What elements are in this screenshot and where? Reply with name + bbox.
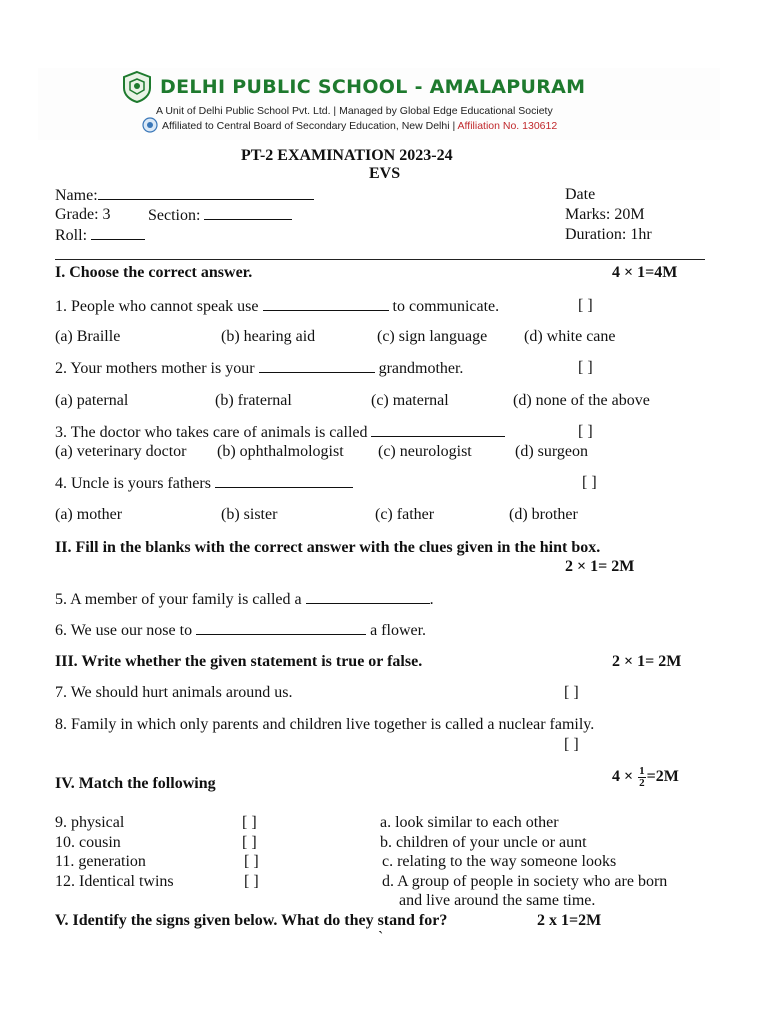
match-right-a: a. look similar to each other [380, 814, 559, 831]
question-1-blank[interactable] [263, 296, 389, 311]
match-bracket-10[interactable]: [ ] [242, 834, 257, 851]
match-right-c: c. relating to the way someone looks [382, 853, 617, 870]
school-crest-icon [120, 70, 154, 109]
match-right-d-continued: and live around the same time. [399, 892, 596, 909]
q2-option-c[interactable]: (c) maternal [371, 392, 449, 409]
question-1 [55, 296, 499, 316]
header-divider [55, 259, 705, 260]
roll-blank[interactable] [91, 225, 145, 240]
match-left-11: 11. generation [55, 853, 146, 870]
question-4-text: 4. Uncle is yours fathers [55, 475, 211, 492]
match-left-10: 10. cousin [55, 834, 121, 851]
question-3-text: 3. The doctor who takes care of animals is called [55, 424, 368, 441]
question-1-text-end: to communicate. [392, 298, 500, 315]
match-bracket-12[interactable]: [ ] [244, 873, 259, 890]
q4-option-a[interactable]: (a) mother [55, 506, 123, 523]
question-2-text-end: grandmother. [378, 360, 464, 377]
question-7-text: 7. We should hurt animals around us. [55, 684, 293, 701]
roll-field [55, 225, 145, 245]
name-field [55, 185, 314, 205]
section-field [148, 205, 292, 225]
q2-option-a[interactable]: (a) paternal [55, 392, 129, 409]
question-5-text: 5. A member of your family is called a [55, 591, 302, 608]
question-4 [55, 473, 353, 493]
section-5-title: V. Identify the signs given below. What do they stand for? [55, 912, 448, 929]
cbse-emblem-icon [142, 117, 158, 138]
question-2-text: 2. Your mothers mother is your [55, 360, 255, 377]
section-5-marks: 2 x 1=2M [537, 912, 602, 929]
name-blank[interactable] [98, 185, 314, 200]
affiliation-number: Affiliation No. 130612 [457, 120, 558, 132]
exam-subject: EVS [369, 165, 401, 182]
q2-option-d[interactable]: (d) none of the above [513, 392, 650, 409]
section-4-marks-total: =2M [646, 768, 679, 786]
name-label: Name: [55, 187, 98, 204]
q4-option-b[interactable]: (b) sister [221, 506, 278, 523]
question-7-answer-bracket[interactable]: [ ] [564, 684, 579, 701]
section-3-title: III. Write whether the given statement is true or false. [55, 653, 423, 670]
marks-label: Marks: 20M [565, 206, 645, 223]
question-6 [55, 620, 426, 640]
question-8-text: 8. Family in which only parents and children live together is called a nuclear family. [55, 716, 595, 733]
question-5 [55, 589, 434, 609]
match-right-d: d. A group of people in society who are born [382, 873, 668, 890]
q1-option-a[interactable]: (a) Braille [55, 328, 121, 345]
section-blank[interactable] [204, 205, 292, 220]
q4-option-d[interactable]: (d) brother [509, 506, 578, 523]
question-6-text-end: a flower. [370, 622, 427, 639]
section-2-marks: 2 × 1= 2M [565, 558, 635, 575]
q3-option-c[interactable]: (c) neurologist [378, 443, 472, 460]
section-label: Section: [148, 207, 201, 224]
question-1-text: 1. People who cannot speak use [55, 298, 259, 315]
fraction-numerator: 1 [639, 765, 645, 777]
stray-mark: ` [378, 929, 384, 946]
affiliation-board-text: Affiliated to Central Board of Secondary Education, New Delhi | [162, 120, 456, 132]
grade-label: Grade: 3 [55, 206, 111, 223]
q2-option-b[interactable]: (b) fraternal [215, 392, 292, 409]
section-4-marks [612, 766, 679, 789]
half-fraction [638, 766, 646, 789]
fraction-denominator: 2 [639, 777, 645, 789]
question-2-answer-bracket[interactable]: [ ] [578, 359, 593, 376]
section-3-marks: 2 × 1= 2M [612, 653, 682, 670]
question-5-blank[interactable] [306, 589, 430, 604]
question-6-blank[interactable] [196, 620, 366, 635]
question-4-blank[interactable] [215, 473, 353, 488]
affiliation-line [162, 120, 557, 132]
section-1-marks: 4 × 1=4M [612, 264, 678, 281]
question-2 [55, 358, 463, 378]
question-3-blank[interactable] [371, 422, 505, 437]
q1-option-c[interactable]: (c) sign language [377, 328, 488, 345]
section-1-title: I. Choose the correct answer. [55, 264, 253, 281]
school-name: DELHI PUBLIC SCHOOL - AMALAPURAM [160, 76, 586, 98]
date-label: Date [565, 186, 596, 203]
question-8-answer-bracket[interactable]: [ ] [564, 736, 579, 753]
duration-label: Duration: 1hr [565, 226, 652, 243]
school-header-banner [38, 68, 720, 140]
q3-option-d[interactable]: (d) surgeon [515, 443, 589, 460]
q1-option-b[interactable]: (b) hearing aid [221, 328, 316, 345]
q3-option-b[interactable]: (b) ophthalmologist [217, 443, 344, 460]
question-3-answer-bracket[interactable]: [ ] [578, 423, 593, 440]
match-left-12: 12. Identical twins [55, 873, 174, 890]
section-2-title: II. Fill in the blanks with the correct answer with the clues given in the hint box. [55, 539, 601, 556]
question-1-answer-bracket[interactable]: [ ] [578, 297, 593, 314]
school-management-line: A Unit of Delhi Public School Pvt. Ltd. | Managed by Global Edge Educational Society [156, 105, 553, 117]
q4-option-c[interactable]: (c) father [375, 506, 435, 523]
exam-title: PT-2 EXAMINATION 2023-24 [241, 147, 453, 164]
question-3 [55, 422, 505, 442]
section-4-title: IV. Match the following [55, 775, 216, 792]
q1-option-d[interactable]: (d) white cane [524, 328, 616, 345]
question-6-text: 6. We use our nose to [55, 622, 193, 639]
q3-option-a[interactable]: (a) veterinary doctor [55, 443, 187, 460]
question-2-blank[interactable] [259, 358, 375, 373]
match-bracket-11[interactable]: [ ] [244, 853, 259, 870]
match-bracket-9[interactable]: [ ] [242, 814, 257, 831]
question-4-answer-bracket[interactable]: [ ] [582, 474, 597, 491]
match-right-b: b. children of your uncle or aunt [380, 834, 587, 851]
section-4-marks-factor: 4 × [612, 768, 634, 786]
question-5-text-end: . [429, 591, 434, 608]
match-left-9: 9. physical [55, 814, 125, 831]
roll-label: Roll: [55, 227, 88, 244]
